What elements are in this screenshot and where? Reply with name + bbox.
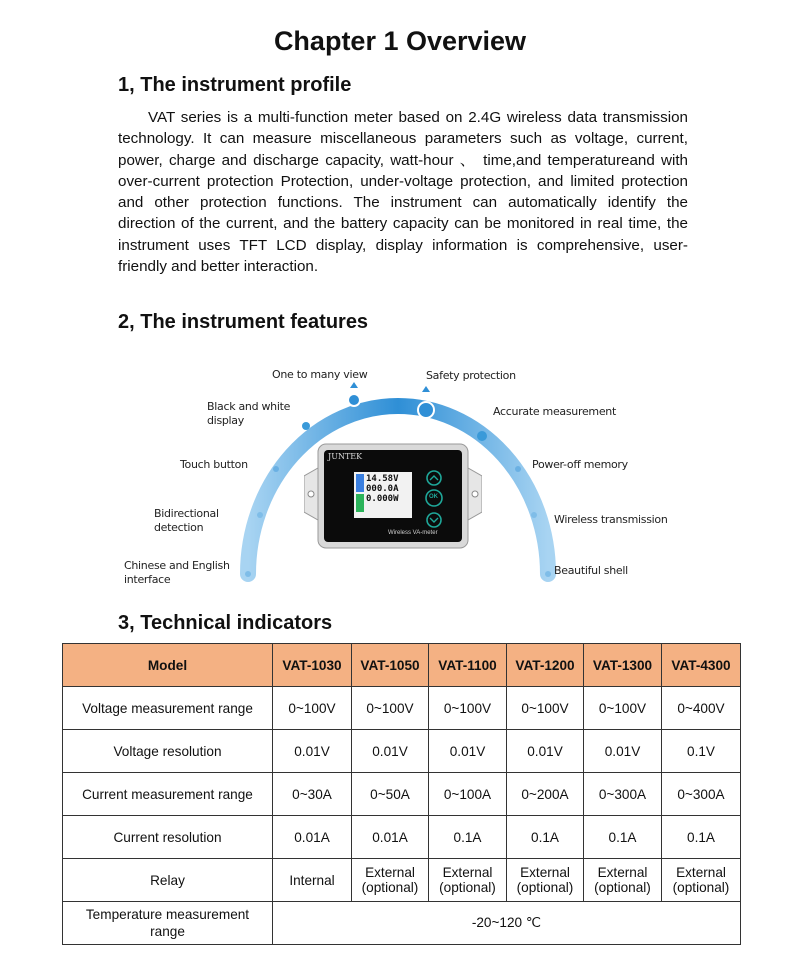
section1-title: 1, The instrument profile xyxy=(118,74,352,96)
feature-bidirectional: Bidirectional detection xyxy=(154,507,219,534)
table-cell: 0.1V xyxy=(662,730,741,773)
device-ok-button: OK xyxy=(429,494,438,500)
header-cell: Model xyxy=(63,644,273,687)
table-cell: 0~400V xyxy=(662,687,741,730)
table-cell: 0~300A xyxy=(662,773,741,816)
table-cell: External (optional) xyxy=(429,859,507,902)
table-cell: 0.01V xyxy=(429,730,507,773)
device-brand: JUNTEK xyxy=(328,452,363,461)
table-cell: 0~100V xyxy=(584,687,662,730)
feature-wireless: Wireless transmission xyxy=(554,513,668,526)
profile-paragraph: VAT series is a multi-function meter based on 2.4G wireless data transmission technology. It can measure miscellaneous parameters such as voltage, current, power, charge and discharge capacity, watt-hour 、 time,and temperatureand with over-current protection Protection, under-voltage protection, and limited protection and other protection functions. The instrument can automatically identify the direction of the current, and the battery capacity can be monitored in real time, the instrument uses TFT LCD display, display information is comprehensive, user-friendly and better interaction. xyxy=(118,109,688,276)
table-cell: Internal xyxy=(273,859,352,902)
feature-accurate: Accurate measurement xyxy=(493,405,616,418)
row-label: Voltage resolution xyxy=(63,730,273,773)
table-cell: 0.1A xyxy=(584,816,662,859)
header-cell: VAT-4300 xyxy=(662,644,741,687)
table-row xyxy=(63,687,741,730)
table-row xyxy=(63,816,741,859)
table-cell: 0.01V xyxy=(352,730,429,773)
table-cell: 0~100V xyxy=(352,687,429,730)
feature-touch: Touch button xyxy=(180,458,248,471)
header-cell: VAT-1030 xyxy=(273,644,352,687)
device-readout: 14.58V 000.0A 0.000W xyxy=(366,474,399,504)
table-cell: 0.01V xyxy=(507,730,584,773)
feature-power-off: Power-off memory xyxy=(532,458,628,471)
feature-shell: Beautiful shell xyxy=(554,564,628,577)
table-cell: 0.01A xyxy=(273,816,352,859)
row-label: Voltage measurement range xyxy=(63,687,273,730)
row-label: Current measurement range xyxy=(63,773,273,816)
section2-title: 2, The instrument features xyxy=(118,311,369,333)
feature-black-white: Black and white display xyxy=(207,400,291,427)
table-cell: 0~100V xyxy=(429,687,507,730)
table-cell: 0~30A xyxy=(273,773,352,816)
row-label: Relay xyxy=(63,859,273,902)
features-diagram xyxy=(120,352,680,600)
header-cell: VAT-1050 xyxy=(352,644,429,687)
chapter-title: Chapter 1 Overview xyxy=(273,26,527,56)
header-cell: VAT-1200 xyxy=(507,644,584,687)
feature-one-to-many: One to many view xyxy=(272,368,368,381)
table-cell: 0.01A xyxy=(352,816,429,859)
row-label: Temperature measurement range xyxy=(63,902,273,945)
table-cell: 0.1A xyxy=(429,816,507,859)
table-row-temperature xyxy=(63,902,741,945)
feature-chinese-english: Chinese and English interface xyxy=(124,559,230,586)
header-cell: VAT-1100 xyxy=(429,644,507,687)
table-cell: 0~50A xyxy=(352,773,429,816)
meter-device xyxy=(304,442,482,552)
section3-title: 3, Technical indicators xyxy=(118,612,333,634)
table-cell: External (optional) xyxy=(584,859,662,902)
table-row xyxy=(63,730,741,773)
table-cell: -20~120 ℃ xyxy=(273,902,741,945)
table-cell: 0.1A xyxy=(507,816,584,859)
table-header-row xyxy=(63,644,741,687)
table-cell: 0~100V xyxy=(273,687,352,730)
table-cell: 0~200A xyxy=(507,773,584,816)
table-row xyxy=(63,773,741,816)
row-label: Current resolution xyxy=(63,816,273,859)
table-row-relay xyxy=(63,859,741,902)
table-cell: 0~100A xyxy=(429,773,507,816)
table-cell: External (optional) xyxy=(352,859,429,902)
table-cell: 0.01V xyxy=(273,730,352,773)
table-cell: 0~100V xyxy=(507,687,584,730)
device-caption: Wireless VA-meter xyxy=(388,530,438,536)
spec-table xyxy=(62,643,741,945)
table-cell: 0~300A xyxy=(584,773,662,816)
table-cell: 0.1A xyxy=(662,816,741,859)
table-cell: 0.01V xyxy=(584,730,662,773)
table-cell: External (optional) xyxy=(662,859,741,902)
table-cell: External (optional) xyxy=(507,859,584,902)
header-cell: VAT-1300 xyxy=(584,644,662,687)
feature-safety: Safety protection xyxy=(426,369,516,382)
